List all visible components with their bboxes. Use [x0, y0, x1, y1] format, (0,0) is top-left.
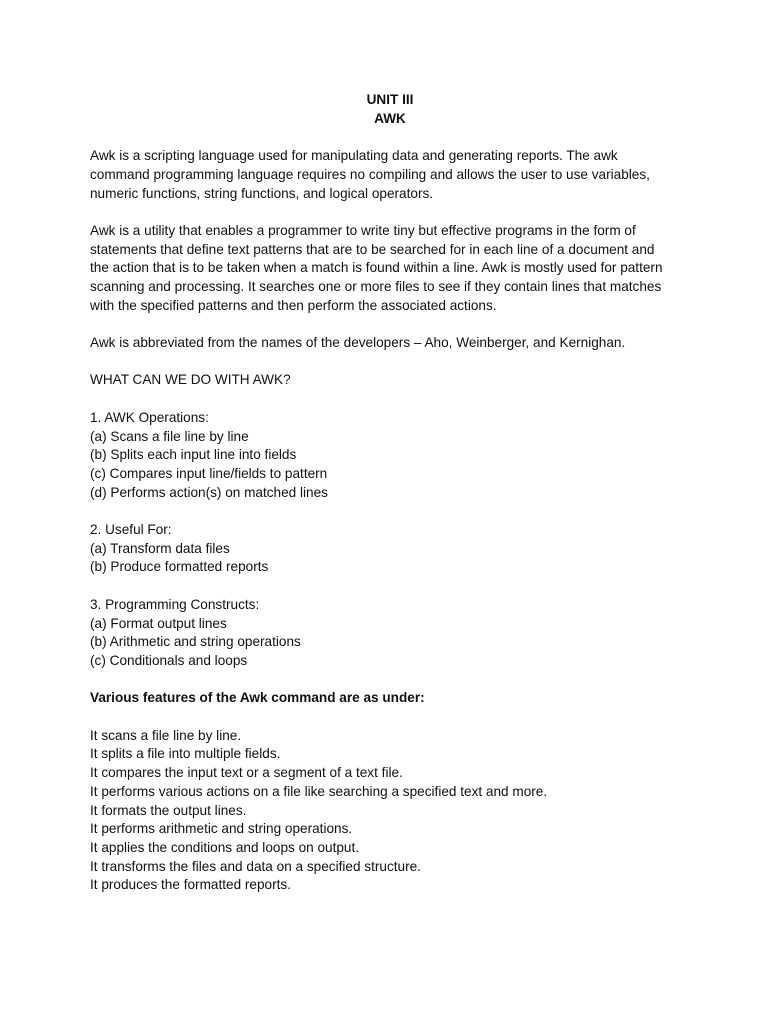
intro-paragraph-3: Awk is abbreviated from the names of the developers – Aho, Weinberger, and Kernighan. — [90, 335, 626, 351]
text-line: Awk is a utility that enables a programmer to write tiny but effective programs in the form of — [90, 222, 636, 238]
document-page — [90, 91, 690, 914]
feature-item: It compares the input text or a segment of a text file. — [90, 765, 403, 781]
list-item: (b) Produce formatted reports — [90, 559, 269, 575]
feature-item: It produces the formatted reports. — [90, 877, 291, 893]
section-useful-for — [90, 521, 690, 577]
what-can-we-do-heading: WHAT CAN WE DO WITH AWK? — [90, 372, 291, 388]
section-awk-operations — [90, 409, 690, 503]
document-title: AWK — [374, 110, 406, 126]
feature-item: It scans a file line by line. — [90, 727, 242, 743]
text-line: statements that define text patterns that are to be searched for in each line of a document and — [90, 241, 655, 257]
list-item: (b) Arithmetic and string operations — [90, 634, 301, 650]
feature-item: It performs various actions on a file like searching a specified text and more. — [90, 783, 548, 799]
features-heading: Various features of the Awk command are as under: — [90, 690, 425, 706]
intro-paragraph-2 — [90, 222, 690, 316]
feature-item: It performs arithmetic and string operations. — [90, 821, 353, 837]
list-item: (a) Format output lines — [90, 615, 227, 631]
text-line: the action that is to be taken when a match is found within a line. Awk is mostly used for pattern — [90, 260, 663, 276]
feature-item: It transforms the files and data on a specified structure. — [90, 858, 421, 874]
intro-paragraph-1 — [90, 147, 690, 203]
feature-item: It applies the conditions and loops on output. — [90, 839, 360, 855]
feature-item: It splits a file into multiple fields. — [90, 746, 281, 762]
list-item: (c) Conditionals and loops — [90, 652, 248, 668]
text-line: scanning and processing. It searches one or more files to see if they contain lines that matches — [90, 279, 662, 294]
text-line: command programming language requires no compiling and allows the user to use variables, — [90, 166, 650, 182]
section-heading: 3. Programming Constructs: — [90, 596, 260, 612]
feature-item: It formats the output lines. — [90, 802, 247, 818]
text-line: numeric functions, string functions, and logical operators. — [90, 185, 434, 201]
list-item: (c) Compares input line/fields to pattern — [90, 465, 328, 481]
list-item: (a) Scans a file line by line — [90, 428, 249, 444]
section-heading: 2. Useful For: — [90, 522, 172, 538]
list-item: (d) Performs action(s) on matched lines — [90, 484, 328, 500]
unit-heading: UNIT III — [366, 92, 414, 107]
features-list — [90, 727, 690, 895]
section-heading: 1. AWK Operations: — [90, 409, 209, 425]
text-line: with the specified patterns and then perform the associated actions. — [90, 297, 497, 313]
list-item: (b) Splits each input line into fields — [90, 447, 297, 463]
text-line: Awk is a scripting language used for manipulating data and generating reports. The awk — [90, 148, 618, 164]
section-programming-constructs — [90, 596, 690, 671]
list-item: (a) Transform data files — [90, 540, 230, 556]
